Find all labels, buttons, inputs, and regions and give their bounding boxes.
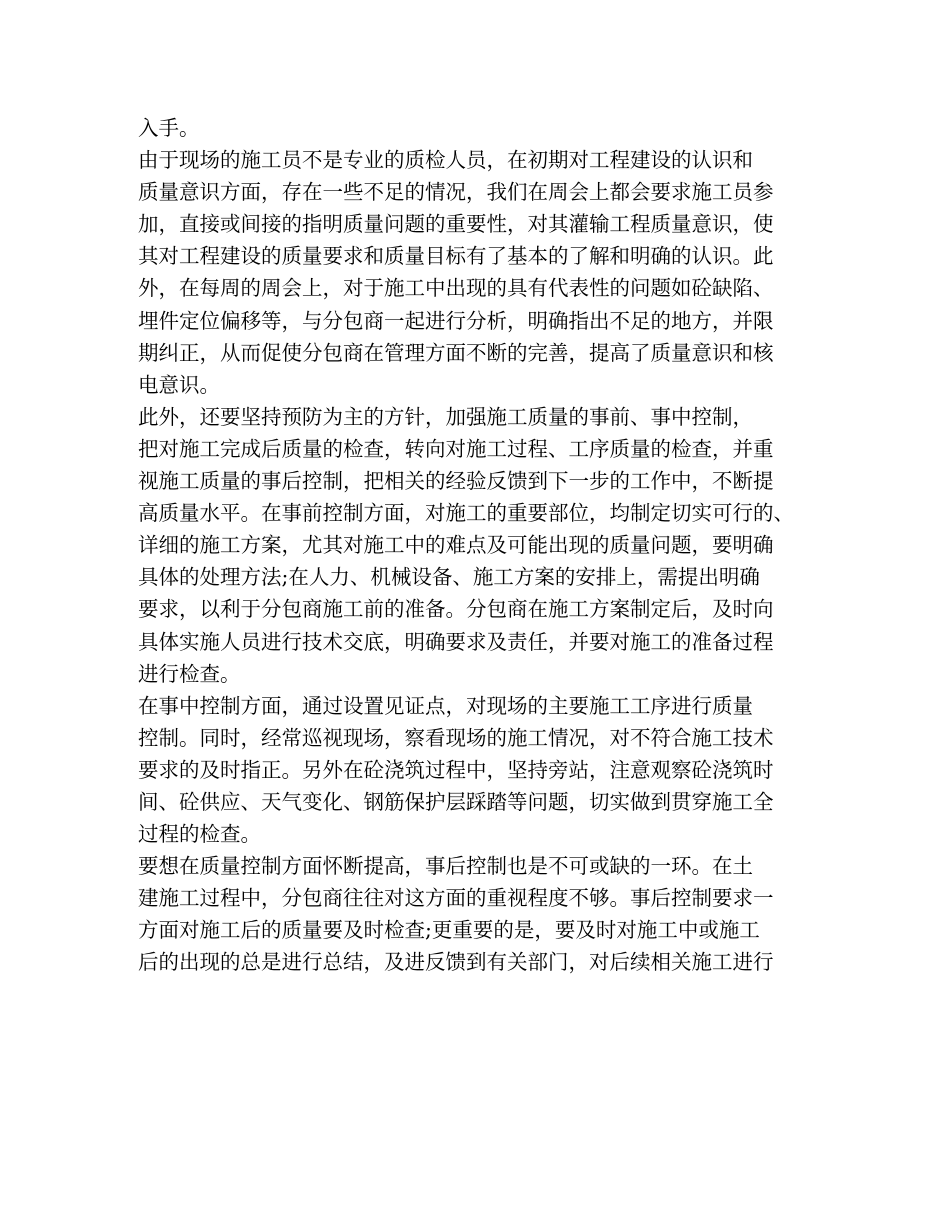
- text-line: 进行检查。: [138, 661, 241, 686]
- text-line: 由于现场的施工员不是专业的质检人员，在初期对工程建设的认识和: [138, 148, 753, 173]
- text-line: 要求的及时指正。另外在砼浇筑过程中，坚持旁站，注意观察砼浇筑时: [138, 757, 774, 782]
- text-line: 视施工质量的事后控制，把相关的经验反馈到下一步的工作中，不断提: [138, 469, 774, 494]
- text-line: 间、砼供应、天气变化、钢筋保护层踩踏等问题，切实做到贯穿施工全: [138, 789, 774, 814]
- text-line: 后的出现的总是进行总结，及进反馈到有关部门，对后续相关施工进行: [138, 950, 774, 975]
- text-line: 要求，以利于分包商施工前的准备。分包商在施工方案制定后，及时向: [138, 597, 774, 622]
- text-line: 控制。同时，经常巡视现场，察看现场的施工情况，对不符合施工技术: [138, 725, 774, 750]
- body-text: [138, 112, 838, 979]
- text-line: 具体的处理方法;在人力、机械设备、施工方案的安排上，需提出明确: [138, 565, 760, 590]
- text-line: 入手。: [138, 116, 200, 140]
- text-line: 期纠正，从而促使分包商在管理方面不断的完善，提高了质量意识和核: [138, 340, 774, 365]
- text-line: 要想在质量控制方面怀断提高，事后控制也是不可或缺的一环。在土: [138, 854, 753, 879]
- text-line: 埋件定位偏移等，与分包商一起进行分析，明确指出不足的地方，并限: [138, 308, 774, 333]
- text-line: 方面对施工后的质量要及时检查;更重要的是，要及时对施工中或施工: [138, 918, 760, 943]
- text-line: 其对工程建设的质量要求和质量目标有了基本的了解和明确的认识。此: [138, 244, 774, 269]
- text-line: 详细的施工方案，尤其对施工中的难点及可能出现的质量问题，要明确: [138, 533, 774, 558]
- text-line: 电意识。: [138, 372, 220, 397]
- text-line: 外，在每周的周会上，对于施工中出现的具有代表性的问题如砼缺陷、: [138, 276, 774, 301]
- text-line: 在事中控制方面，通过设置见证点，对现场的主要施工工序进行质量: [138, 693, 753, 718]
- text-line: 建施工过程中，分包商往往对这方面的重视程度不够。事后控制要求一: [138, 886, 774, 911]
- text-line: 加，直接或间接的指明质量问题的重要性，对其灌输工程质量意识，使: [138, 212, 774, 237]
- text-line: 把对施工完成后质量的检查，转向对施工过程、工序质量的检查，并重: [138, 436, 774, 461]
- text-line: 此外，还要坚持预防为主的方针，加强施工质量的事前、事中控制，: [138, 404, 753, 429]
- text-line: 高质量水平。在事前控制方面，对施工的重要部位，均制定切实可行的、: [138, 501, 794, 526]
- text-line: 过程的检查。: [138, 822, 261, 847]
- text-line: 具体实施人员进行技术交底，明确要求及责任，并要对施工的准备过程: [138, 629, 774, 654]
- text-line: 质量意识方面，存在一些不足的情况，我们在周会上都会要求施工员参: [138, 180, 774, 205]
